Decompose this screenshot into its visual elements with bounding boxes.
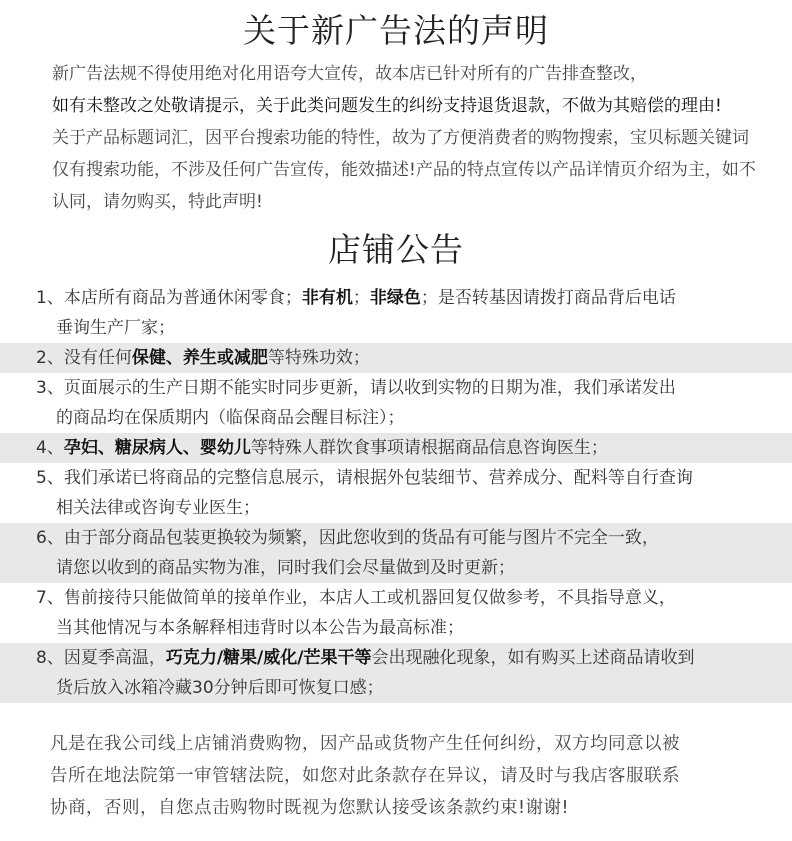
jurisdiction-clause bbox=[50, 728, 762, 824]
notice-item-4 bbox=[0, 433, 792, 463]
notice-text: 8、因夏季高温， bbox=[36, 648, 166, 668]
ad-law-statement-title: 关于新广告法的声明 bbox=[243, 11, 549, 50]
notice-line: 3、页面展示的生产日期不能实时同步更新，请以收到实物的日期为准，我们承诺发出 bbox=[36, 378, 676, 398]
notice-line bbox=[36, 643, 792, 673]
notice-item-3 bbox=[0, 373, 792, 433]
notice-text: 4、 bbox=[36, 438, 64, 458]
notice-emphasis: 非有机 bbox=[301, 288, 353, 308]
clause-line: 告所在地法院第一审管辖法院，如您对此条款存在异议，请及时与我店客服联系 bbox=[50, 766, 680, 786]
notice-line bbox=[36, 433, 792, 463]
notice-emphasis: 保健、养生或减肥 bbox=[131, 348, 268, 368]
statement-line: 如有未整改之处敬请提示，关于此类问题发生的纠纷支持退货退款，不做为其赔偿的理由! bbox=[52, 96, 722, 116]
statement-line: 关于产品标题词汇，因平台搜索功能的特性，故为了方便消费者的购物搜索，宝贝标题关键词 bbox=[52, 128, 749, 148]
clause-line: 凡是在我公司线上店铺消费购物，因产品或货物产生任何纠纷，双方均同意以被 bbox=[50, 734, 680, 754]
clause-line: 协商，否则，自您点击购物时既视为您默认接受该条款约束!谢谢! bbox=[50, 798, 570, 818]
notice-text: 2、没有任何 bbox=[36, 348, 132, 368]
notice-item-2 bbox=[0, 343, 792, 373]
notice-text: ； bbox=[352, 288, 370, 308]
notice-emphasis: 非绿色 bbox=[369, 288, 421, 308]
notice-text: 等特殊人群饮食事项请根据商品信息咨询医生； bbox=[250, 438, 608, 458]
notice-text: 等特殊功效； bbox=[267, 348, 370, 368]
notice-item-5 bbox=[0, 463, 792, 523]
notice-line bbox=[36, 283, 792, 313]
notice-item-8 bbox=[0, 643, 792, 703]
notice-line: 货后放入冰箱冷藏30分钟后即可恢复口感； bbox=[56, 678, 384, 698]
notice-item-1 bbox=[0, 283, 792, 343]
notice-emphasis: 巧克力/糖果/威化/芒果干等 bbox=[165, 648, 372, 668]
notice-line: 5、我们承诺已将商品的完整信息展示，请根据外包装细节、营养成分、配料等自行查询 bbox=[36, 468, 693, 488]
notice-item-7 bbox=[0, 583, 792, 643]
ad-law-statement-body bbox=[52, 58, 762, 218]
statement-line: 仅有搜索功能，不涉及任何广告宣传，能效描述!产品的特点宣传以产品详情页介绍为主，如不 bbox=[52, 160, 756, 180]
notice-item-6 bbox=[0, 523, 792, 583]
notice-line: 6、由于部分商品包装更换较为频繁，因此您收到的货品有可能与图片不完全一致， bbox=[36, 528, 659, 548]
notice-line: 的商品均在保质期内（临保商品会醒目标注）； bbox=[56, 408, 405, 428]
notice-line: 当其他情况与本条解释相违背时以本公告为最高标准； bbox=[56, 618, 464, 638]
statement-line: 认同，请勿购买，特此声明! bbox=[52, 192, 263, 212]
notice-line: 垂询生产厂家； bbox=[56, 318, 175, 338]
notice-line: 7、售前接待只能做简单的接单作业，本店人工或机器回复仅做参考，不具指导意义， bbox=[36, 588, 676, 608]
notice-text: ；是否转基因请拨打商品背后电话 bbox=[420, 288, 676, 308]
notice-line: 相关法律或咨询专业医生； bbox=[56, 498, 260, 518]
store-notice-title: 店铺公告 bbox=[328, 230, 464, 269]
store-notice-list bbox=[0, 283, 792, 703]
notice-text: 1、本店所有商品为普通休闲零食； bbox=[36, 288, 302, 308]
notice-text: 会出现融化现象，如有购买上述商品请收到 bbox=[371, 648, 695, 668]
statement-line: 新广告法规不得使用绝对化用语夸大宣传，故本店已针对所有的广告排查整改， bbox=[52, 64, 647, 84]
notice-emphasis: 孕妇、糖尿病人、婴幼儿 bbox=[63, 438, 251, 458]
notice-line: 请您以收到的商品实物为准，同时我们会尽量做到及时更新； bbox=[56, 558, 515, 578]
notice-line bbox=[36, 343, 792, 373]
